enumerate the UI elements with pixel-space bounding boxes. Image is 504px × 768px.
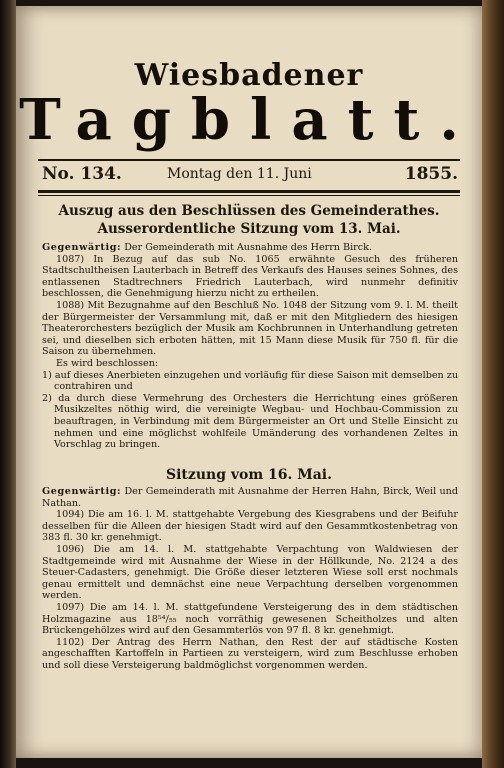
rule-top	[38, 159, 460, 161]
resolution-item-1: 1) auf dieses Anerbieten einzugehen und vorläufig für diese Saison mit demselben zu contrahiren und	[42, 369, 458, 393]
issue-date: Montag den 11. Juni	[167, 166, 312, 182]
book-spine-edge	[0, 0, 16, 768]
rule-bottom-thin	[38, 195, 460, 196]
rule-bottom-thick	[38, 190, 460, 193]
paragraph-1096: 1096) Die am 14. l. M. stattgehabte Verpachtung von Waldwiesen der Stadtgemeinde wird mit Ausnahme der Wiese in der Höllkunde, No. 2124 a des Steuer-Cadasters, genehmigt. Die Größe dieser letzteren Wiese soll erst nochmals genau ermittelt und demnächst eine neue Verpachtung derselben vorgenommen werden.	[42, 543, 458, 602]
paragraph-1087: 1087) In Bezug auf das sub No. 1065 erwähnte Gesuch des früheren Stadtschultheisen Lauterbach in Betreff des Verkaufs des Hauses seines Sohnes, des entlassenen Stadtrechners Friedrich Lauterbach, wird nunmehr definitiv beschlossen, die Genehmigung hierzu nicht zu ertheilen.	[42, 253, 458, 300]
session2-body	[42, 486, 458, 672]
session1-present	[42, 242, 458, 254]
article-title: Auszug aus den Beschlüssen des Gemeinderathes.	[58, 203, 440, 219]
session2-present	[42, 486, 458, 509]
resolution-item-2: 2) da durch diese Vermehrung des Orchesters die Herrichtung eines größeren Musikzeltes nöthig wird, die vereinigte Wegbau- und Hochbau-Commission zu beauftragen, in Verbindung mit dem Bürgermeister an Ort und Stelle Einsicht zu nehmen und eine möglichst wohlfeile Umänderung des vorhandenen Zeltes in Vorschlag zu bringen.	[42, 392, 458, 451]
issue-number: No. 134.	[42, 164, 122, 184]
session2-title: Sitzung vom 16. Mai.	[165, 467, 333, 483]
present-text: Der Gemeinderath mit Ausnahme des Herrn Birck.	[124, 242, 372, 253]
page-stack-edge	[482, 0, 504, 768]
present-label: Gegenwärtig:	[42, 486, 122, 497]
resolved-line: Es wird beschlossen:	[56, 357, 159, 369]
paragraph-1097: 1097) Die am 14. l. M. stattgefundene Versteigerung des in dem städtischen Holzmagazine aus 18⁵⁴/₅₅ noch vorräthig gewesenen Scheitholzes und alten Brückengehölzes wird auf den Gesammterlös von 97 fl. 8 kr. genehmigt.	[42, 601, 458, 637]
masthead-line1: Wiesbadener	[134, 58, 364, 93]
issue-line	[42, 164, 458, 188]
present-label: Gegenwärtig:	[42, 242, 122, 253]
paragraph-1094: 1094) Die am 16. l. M. stattgehabte Vergebung des Kiesgrabens und der Beifuhr desselben für die Alleen der hiesigen Stadt wird auf den Gesammtkostenbetrag von 383 fl. 30 kr. genehmigt.	[42, 509, 458, 544]
article-subtitle: Ausserordentliche Sitzung vom 13. Mai.	[97, 221, 401, 237]
session1-body	[42, 242, 458, 451]
paragraph-1102: 1102) Der Antrag des Herrn Nathan, den Rest der auf städtische Kosten angeschafften Kartoffeln in Partieen zu versteigern, wird zum Beschlusse erhoben und soll diese Versteigerung baldmöglichst vorgenommen werden.	[42, 636, 458, 671]
newspaper-page	[16, 6, 482, 758]
paragraph-1088: 1088) Mit Bezugnahme auf den Beschluß No. 1048 der Sitzung vom 9. l. M. theilt der Bürgermeister der Versammlung mit, daß er mit den Mitgliedern des hiesigen Theaterorchesters bezüglich der Musik am Kochbrunnen in Unterhandlung getreten sei, und dieselben sich erboten hätten, mit 15 Mann diese Musik für 750 fl. für die Saison zu übernehmen.	[42, 299, 458, 358]
masthead-line2: Tagblatt.	[19, 87, 479, 153]
present-text: Der Gemeinderath mit Ausnahme der Herren Hahn, Birck, Weil und Nathan.	[42, 486, 458, 509]
issue-year: 1855.	[404, 164, 458, 184]
